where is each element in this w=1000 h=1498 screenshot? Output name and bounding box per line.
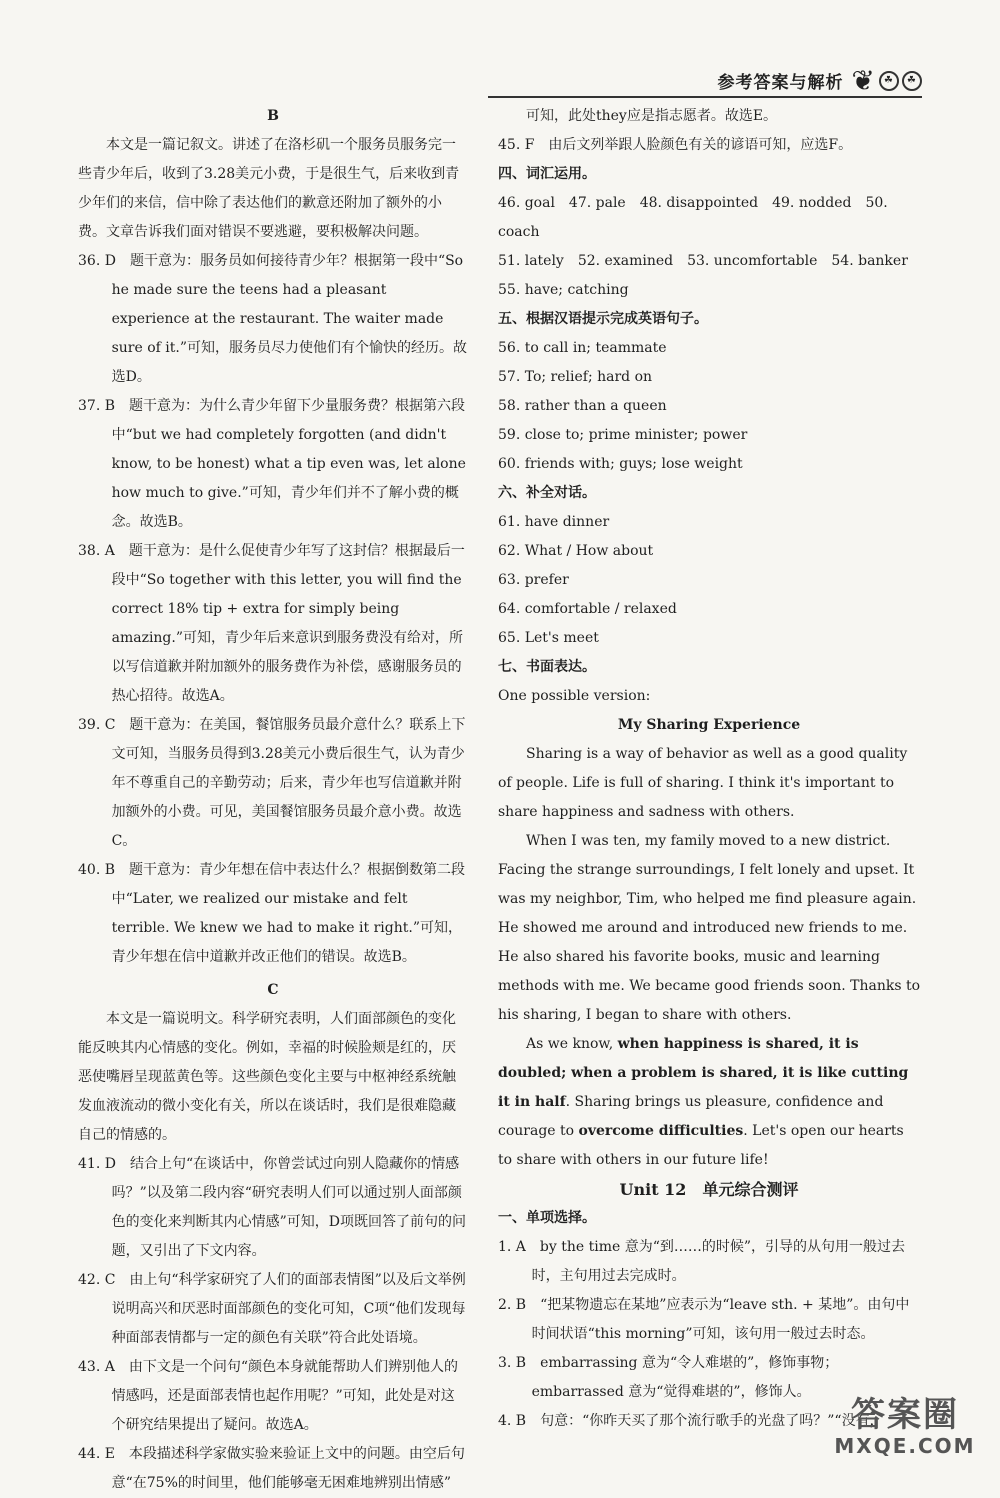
answer-line: 61. have dinner [498,514,610,530]
leaf-icon: ☘ [902,71,922,91]
possible-version-label: One possible version: [498,688,651,704]
answer-item: 43. A 由下文是一个问句“颜色本身就能帮助人们辨别他人的情感吗，还是面部表情也起作用呢？”可知，此处是对这个研究结果提出了疑问。故选A。 [78,1359,458,1433]
brand-logo [852,64,922,97]
answer-line: 58. rather than a queen [498,398,667,414]
answer-line: 60. friends with; guys; lose weight [498,456,743,472]
essay-text: As we know, [526,1036,618,1052]
answer-line: 59. close to; prime minister; power [498,427,748,443]
brand-glyph-icon: ❦ [851,64,876,97]
answer-item: 39. C 题干意为：在美国，餐馆服务员最介意什么？联系上下文可知，当服务员得到3.28美元小费后很生气，认为青少年不尊重自己的辛勤劳动；后来，青少年也写信道歉并附加额外的小费。可见，美国餐馆服务员最介意小费。故选C。 [78,717,466,849]
answer-item: 42. C 由上句“科学家研究了人们的面部表情图”以及后文举例说明高兴和厌恶时面部颜色的变化可知，C项“他们发现每种面部表情都与一定的颜色有关联”符合此处语境。 [78,1272,466,1346]
answer-item: 3. B embarrassing 意为“令人难堪的”，修饰事物；embarrassed 意为“觉得难堪的”，修饰人。 [498,1355,839,1400]
essay-bold-text: when happiness is shared, it is doubled; when a problem is shared, it is like cutting it in half [498,1036,909,1110]
answer-item: 36. D 题干意为：服务员如何接待青少年？根据第一段中“So he made sure the teens had a pleasant experience at the restaurant. The waiter made sure of it.”可知，服务员尽力使他们有个愉快的经历。故选D。 [78,253,467,385]
section-heading: 七、书面表达。 [498,659,596,675]
answer-line: 63. prefer [498,572,569,588]
section-heading: 四、词汇运用。 [498,166,596,182]
answer-item: 41. D 结合上句“在谈话中，你曾尝试过向别人隐藏你的情感吗？”以及第二段内容“研究表明人们可以通过别人面部颜色的变化来判断其内心情感”可知，D项既回答了前句的问题，又引出了下文内容。 [78,1156,466,1259]
section-heading: C [267,982,279,998]
unit-title: Unit 12 单元综合测评 [619,1180,799,1199]
section-heading: 六、补全对话。 [498,485,596,501]
left-column [78,102,468,1498]
answer-line: 46. goal 47. pale 48. disappointed 49. nodded 50. coach [498,195,888,240]
section-heading: 五、根据汉语提示完成英语句子。 [498,311,708,327]
section-heading: 一、单项选择。 [498,1210,596,1226]
passage-summary: 本文是一篇说明文。科学研究表明，人们面部颜色的变化能反映其内心情感的变化。例如，幸福的时候脸颊是红的，厌恶使嘴唇呈现蓝黄色等。这些颜色变化主要与中枢神经系统触发血液流动的微小变化有关，所以在谈话时，我们是很难隐藏自己的情感的。 [78,1011,456,1143]
answer-line: 65. Let's meet [498,630,599,646]
essay-bold-text: overcome difficulties [578,1123,744,1139]
answer-item: 2. B “把某物遗忘在某地”应表示为“leave sth. + 某地”。由句中时间状语“this morning”可知，该句用一般过去时态。 [498,1297,910,1342]
answer-item: 37. B 题干意为：为什么青少年留下少量服务费？根据第六段中“but we had completely forgotten (and didn't know, to be honest) what a tip even was, let alone how much to give.”可知，青少年们并不了解小费的概念。故选B。 [78,398,466,530]
essay-text: . Sharing brings us pleasure, confidence and courage to [498,1094,884,1139]
right-column [498,102,920,1436]
page-header [718,64,922,97]
essay-paragraph: Sharing is a way of behavior as well as a good quality of people. Life is full of sharing. I think it's important to share happiness and sadness with others. [498,746,908,820]
watermark-url: MXQE.COM [834,1434,976,1458]
answer-item: 44. E 本段描述科学家做实验来验证上文中的问题。由空后句意“在75%的时间里，他们能够毫无困难地辨别出情感” [78,1446,465,1491]
answer-line: 55. have; catching [498,282,629,298]
leaf-icon: ☘ [879,71,899,91]
essay-paragraph: When I was ten, my family moved to a new district. Facing the strange surroundings, I felt lonely and upset. It was my neighbor, Tim, who helped me find pleasure again. He showed me around and introduced new friends to me. He also shared his favorite books, music and learning methods with me. We became good friends soon. Thanks to his sharing, I began to share with others. [498,833,921,1023]
answer-item: 45. F 由后文列举跟人脸颜色有关的谚语可知，应选F。 [498,137,853,153]
essay-text: . Let's open our hearts to share with others in our future life! [498,1123,904,1168]
answer-item: 38. A 题干意为：是什么促使青少年写了这封信？根据最后一段中“So together with this letter, you will find the correct 18% tip + extra for simply being amazing.”可知，青少年后来意识到服务费没有给对，所以写信道歉并附加额外的服务费作为补偿，感谢服务员的热心招待。故选A。 [78,543,465,704]
answer-continuation: 可知，此处they应是指志愿者。故选E。 [526,108,778,124]
watermark-logo-text: 答案圈 [851,1395,959,1435]
answer-line: 64. comfortable / relaxed [498,601,677,617]
answer-line: 57. To; relief; hard on [498,369,653,385]
site-watermark [830,1396,980,1466]
answer-item: 40. B 题干意为：青少年想在信中表达什么？根据倒数第二段中“Later, we realized our mistake and felt terrible. We knew we had to make it right.”可知，青少年想在信中道歉并改正他们的错误。故选B。 [78,862,466,965]
section-heading: B [267,108,279,124]
answer-line: 51. lately 52. examined 53. uncomfortable 54. banker [498,253,908,269]
answer-item: 4. B 句意：“你昨天买了那个流行歌手的光盘了吗？”“没有， [498,1413,884,1429]
essay-paragraph [498,1030,920,1175]
answer-line: 56. to call in; teammate [498,340,667,356]
header-rule [488,96,922,98]
passage-summary: 本文是一篇记叙文。讲述了在洛杉矶一个服务员服务完一些青少年后，收到了3.28美元小费，于是很生气，后来收到青少年们的来信，信中除了表达他们的歉意还附加了额外的小费。文章告诉我们面对错误不要逃避，要积极解决问题。 [78,137,460,240]
answer-line: 62. What / How about [498,543,654,559]
answer-item: 1. A by the time 意为“到……的时候”，引导的从句用一般过去时，主句用过去完成时。 [498,1239,906,1284]
essay-title: My Sharing Experience [617,717,801,733]
header-title: 参考答案与解析 [717,73,844,93]
